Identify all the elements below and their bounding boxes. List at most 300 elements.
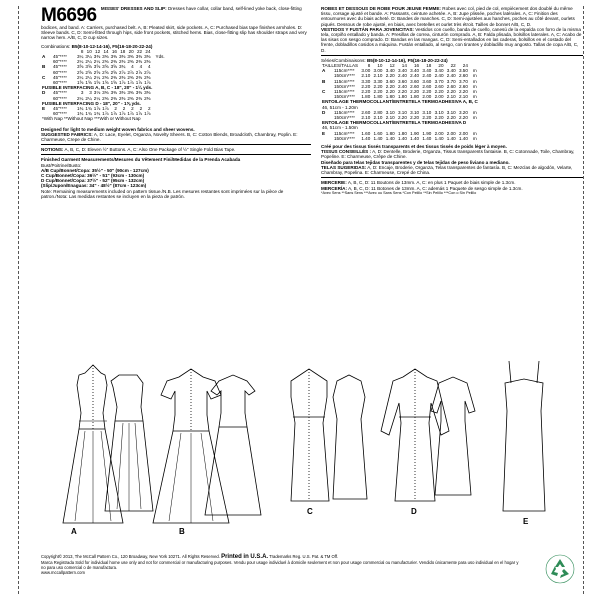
yardage-cell: 1⅞ (102, 111, 109, 117)
yardage-cell: 2.20 (446, 115, 456, 121)
measure-slip: (Slip/Jupon/Enaguas: 34" - 48½" (87cm - 123cm) (41, 183, 147, 189)
size-header-cell: 14 (401, 63, 407, 69)
yardage-cell: 1.90 (410, 130, 420, 136)
yardage-cell: 1.60 (373, 130, 383, 136)
pattern-number: M6696 (41, 5, 97, 26)
divider (41, 154, 311, 155)
yardage-cell: 1⅞ (135, 80, 143, 86)
unit-cell: m (472, 94, 477, 100)
yardage-cell: 3⅛ (93, 90, 101, 96)
yardage-cell: 3.70 (434, 78, 444, 84)
fabric-width-cell: 115cm**** (333, 68, 355, 74)
yardage-cell: 1.40 (434, 135, 444, 141)
yardage-cell: 2.40 (397, 73, 407, 79)
fabric-width-cell: 45"**** (53, 74, 67, 80)
yardage-cell: 1⅝ (77, 80, 84, 86)
yardage-cell: 3.60 (385, 78, 395, 84)
spanish-description (321, 27, 583, 53)
yardage-cell: 3.40 (446, 68, 456, 74)
yardage-cell: 3.40 (410, 68, 420, 74)
telas-label: TELAS SUGERIDAS: (321, 164, 367, 170)
divider (41, 144, 311, 145)
combo-f5: F5(16-18-20-22-24) (112, 43, 153, 49)
yardage-cell: 2¼ (85, 59, 92, 65)
yardage-cell: 2⅝ (110, 69, 117, 75)
yardage-cell: 1.40 (446, 135, 456, 141)
finished-title: Finished Garment Measurements/Mesures du Vêtement Fini/Medidas de la Prenda Acabada (41, 157, 241, 163)
tissus (321, 149, 583, 159)
view-letter-cell: C (42, 74, 46, 80)
view-d-back-drawing (431, 377, 475, 495)
yardage-cell: 3⅜ (127, 90, 134, 96)
yardage-cell: 1.40 (373, 135, 383, 141)
yardage-cell: 2.20 (385, 83, 395, 89)
fabric-width-cell: 60"**** (53, 111, 67, 117)
yardage-cell: 2⅜ (110, 95, 117, 101)
yardage-cell: 3.10 (410, 109, 420, 115)
yardage-cell: 2⅞ (144, 69, 151, 75)
divider (321, 55, 583, 56)
yardage-cell: 3⅜ (144, 90, 151, 96)
yardage-cell: 3.40 (397, 68, 407, 74)
yardage-cell: 2.40 (410, 73, 420, 79)
trademarks: Trademarks Reg. U.S. Pat. & TM Off. (269, 554, 339, 559)
yardage-cell: 2⅜ (144, 95, 151, 101)
yardage-cell: 1.80 (385, 130, 395, 136)
yardage-cell: 2.40 (422, 73, 432, 79)
view-a-front-drawing (63, 365, 123, 523)
unit-cell: m (472, 78, 477, 84)
yardage-cell: 2⅜ (118, 59, 126, 65)
suggested-text: A, D: Lace, Eyelet, Organza, Novelty Sheers. B, C: Cotton Blends, Broadcloth, Chambray, Poplin. E: Charmeuse, Crepe de Chine. (41, 131, 298, 143)
view-a-back-drawing (105, 375, 153, 511)
yardage-cell: 1⅝ (93, 80, 101, 86)
yardage-cell: 2.20 (410, 115, 420, 121)
fabric-width-cell: 45"**** (53, 54, 67, 60)
size-header-cell: 8 (367, 63, 371, 69)
view-e-slip-drawing (503, 361, 545, 511)
yardage-cell: 3.40 (422, 68, 432, 74)
unit-cell: m (472, 109, 477, 115)
series-label: Séries/Combinaisons: (321, 57, 366, 63)
yardage-cell: 2.20 (446, 89, 456, 95)
yardage-cell: 2.20 (373, 89, 383, 95)
yardage-cell: 3 (80, 90, 84, 96)
yardage-cell: 3.70 (458, 78, 468, 84)
yardage-table-en (41, 49, 166, 122)
interfacing-line: FUSIBLE INTERFACING A, B, C - 18", 20" - 1¼ yds. (42, 85, 153, 91)
yardage-cell: 1⅞ (110, 111, 117, 117)
yardage-cell: 3⅝ (77, 64, 84, 70)
fabric-width-cell: 150cm**** (333, 94, 355, 100)
view-letter-cell: B (322, 78, 326, 84)
yardage-cell: 2⅜ (135, 95, 143, 101)
yardage-cell: 2¼ (93, 95, 101, 101)
suggested-label: SUGGESTED FABRICS: (41, 131, 93, 137)
yardage-cell: 3.00 (361, 68, 371, 74)
size-header-cell: 8 (80, 48, 84, 54)
view-label-d: D (411, 507, 417, 516)
yardage-cell: 2.10 (361, 115, 371, 121)
yardage-cell: 1.80 (410, 94, 420, 100)
yardage-cell: 3⅜ (144, 54, 151, 60)
yardage-cell: 1¾ (93, 111, 101, 117)
yardage-cell: 1⅝ (102, 80, 109, 86)
yardage-cell: 1.80 (397, 94, 407, 100)
yardage-cell: 2.20 (434, 89, 444, 95)
combinations-label: Combinations: (41, 43, 71, 49)
yardage-cell: 3⅜ (93, 54, 101, 60)
yardage-cell: 2 (114, 106, 117, 112)
fabric-width-cell: 45"**** (53, 64, 67, 70)
view-label-b: B (179, 527, 185, 536)
yardage-cell: 3⅜ (110, 90, 117, 96)
french-description (321, 6, 583, 27)
view-letter-cell: A (322, 68, 326, 74)
yardage-cell: 2⅜ (127, 74, 134, 80)
tissus-label: TISSUS CONSEILLÉS : (321, 149, 372, 155)
designed-for-text: Designed for light to medium weight woven fabrics and sheer wovens. (41, 126, 195, 132)
yardage-cell: 3.10 (446, 109, 456, 115)
fabric-width-cell: 115cm**** (333, 130, 355, 136)
interfacing-line: ENTOILAGE THERMOCOLLANT/ENTRETELA TERMOADHESIVA D (322, 120, 467, 126)
yardage-cell: 2.60 (410, 83, 420, 89)
yardage-cell: 2.00 (434, 94, 444, 100)
desc-es: Vestidos con cuello, banda de cuello, canesú de la espalda con forro de la misma tela, corpiño entallado y banda. A: Presillas de correa, cinturón comprado. A, B: Falda plisada, bolsillos laterales. A, C: Acabo de las sisas con sesgo comprado. D: Bandas en las mangas. C, D: Semi-entallados en las caderas, bolsillos en el costado del frente, dobladillos cosidos a máquina. Fustán entallado, al sesgo, con tirantes y dobladillo muy angosto. Tallas de copa A/B, C, D. (321, 26, 582, 53)
view-letter-cell: D (322, 109, 326, 115)
unit-cell: m (472, 89, 477, 95)
yardage-cell: 3⅜ (118, 54, 126, 60)
view-letter-cell (321, 136, 333, 141)
telas-text: A, D: Encaje, Broderie, Organza, Telas transparentes de fantasía. B, C: Mezclas de algodón, Velarte, Chambray, Popelina. E: Charmeuse, Crepé de China. (321, 164, 573, 176)
divider (321, 177, 583, 178)
unit-cell: m (472, 130, 477, 136)
yardage-cell: 1.60 (361, 130, 371, 136)
yardage-cell: 1¾ (77, 106, 84, 112)
yardage-cell: 1.40 (410, 135, 420, 141)
size-header-cell: 24 (145, 48, 151, 54)
yardage-cell: 1⅝ (110, 80, 117, 86)
yardage-cell: 2 (147, 106, 151, 112)
bust-label: Bust/Poitrine/Busto: (41, 162, 82, 168)
size-header-cell: 12 (389, 63, 395, 69)
interfacing-line: FUSIBLE INTERFACING D - 18", 20" - 1⅝ yds. (42, 100, 141, 106)
yardage-cell: 2⅝ (77, 69, 84, 75)
marca: Marca Registrada Sold for individual home use only and not for commercial or manufacturing purposes. Vendu pour usage individuel à domicile seulement et non pour usage commercial ou manufacturier. Vendido únicamente para uso individual en el hogar y no para uso comercial o de manufactura. (41, 560, 519, 570)
yardage-cell: 2⅜ (102, 95, 109, 101)
measure-ab: A/B Cup/Bonnet/Copa: 35½" - 50" (90cm - 127cm) (41, 167, 149, 173)
yardage-cell: 2.10 (373, 115, 383, 121)
title-fr: ROBES ET DESSOUS DE ROBE POUR JEUNE FEMME: (321, 6, 441, 11)
fabric-width-cell: 115cm**** (333, 109, 355, 115)
yardage-cell: 2⅜ (118, 95, 126, 101)
yardage-cell: 3.10 (422, 109, 432, 115)
yardage-cell: 2⅞ (135, 69, 143, 75)
yardage-cell: 3⅜ (118, 90, 126, 96)
table-row (321, 136, 479, 141)
yardage-cell: 2.20 (458, 115, 468, 121)
unit-cell: m (472, 68, 477, 74)
yardage-cell: 3.30 (373, 78, 383, 84)
cree-text: Créé pour des tissus tissés transparents et des tissus tissés de poids léger à moyen. (321, 144, 507, 150)
yardage-cell: 2.20 (373, 83, 383, 89)
yardage-cell: 1¾ (85, 111, 92, 117)
yardage-cell: 3.70 (446, 78, 456, 84)
yardage-cell: 2.00 (422, 94, 432, 100)
yardage-cell: 3.10 (434, 109, 444, 115)
interfacing-line: ENTOILAGE THERMOCOLLANT/ENTRETELA TERMOADHESIVA A, B, C (322, 99, 478, 105)
mercerie-label: MERCERIE: (321, 180, 347, 186)
nap-note-fr: *Avec Sens **Sans Sens ***Avec ou Sans Sens *Con Pelillo **Sin Pelillo ***Con o Sin Pelillo (321, 190, 477, 195)
yardage-cell: 1.40 (385, 135, 395, 141)
yardage-cell: 1.80 (397, 130, 407, 136)
yardage-cell: 1.40 (397, 135, 407, 141)
view-b-front-drawing (153, 369, 229, 523)
table-row (41, 90, 166, 95)
yardage-cell: 2⅜ (102, 74, 109, 80)
footer (41, 554, 521, 575)
yardage-cell: 2.10 (446, 94, 456, 100)
size-header-cell: 24 (462, 63, 468, 69)
yardage-cell: 2.20 (385, 73, 395, 79)
yardage-cell: 2⅝ (93, 69, 101, 75)
yardage-cell: 2.60 (422, 83, 432, 89)
fabric-width-cell: 60"**** (53, 95, 67, 101)
yardage-cell: 2¼ (85, 74, 92, 80)
yardage-cell: 1.90 (422, 130, 432, 136)
yardage-cell: 2.60 (458, 83, 468, 89)
yardage-cell: 2.60 (434, 83, 444, 89)
yardage-cell: 2¼ (93, 74, 101, 80)
yardage-cell: 1.80 (373, 94, 383, 100)
technical-drawings (19, 351, 583, 551)
yardage-cell: 2.10 (458, 94, 468, 100)
yardage-cell: 2¼ (85, 95, 92, 101)
yardage-cell: 3¼ (85, 54, 92, 60)
yardage-cell: 3.60 (397, 78, 407, 84)
measure-c: C Cup/Bonnet/Copa: 36½" - 51" (93cm - 130cm) (41, 173, 145, 179)
yardage-cell: 2⅜ (135, 74, 143, 80)
yardage-cell: 3¼ (77, 54, 84, 60)
yardage-cell: 2.20 (397, 115, 407, 121)
yardage-cell: 1⅞ (127, 80, 134, 86)
yardage-cell: 2.40 (446, 73, 456, 79)
combo-b5-fr: B5(8-10-12-14-16), (366, 57, 407, 63)
yardage-cell: 3⅜ (135, 54, 143, 60)
yardage-cell: 2.40 (434, 73, 444, 79)
yardage-cell: 2.40 (397, 83, 407, 89)
size-header-cell: 10 (86, 48, 92, 54)
table-row (321, 73, 479, 78)
unit-cell: Yds. (155, 54, 165, 60)
size-header-cell: 14 (103, 48, 109, 54)
size-header-cell: 18 (120, 48, 126, 54)
desc-fr: Robes avec col, pied de col, empiècement dos doublé du même tissu, corsage ajusté et bande. A: Passants, ceinture achetée. A, B: Jupe plissée, poches latérales. A, C: Finition des entournures avec du biais acheté. D: Bandes de manches. C, D: Semi-ajustées aux hanches, poches au côté devant, ourlets piqués. Dessous de robe ajusté, en biais, avec bretelles et ourlet très étroit. Tailles de bonnet A/B, C, D. (321, 6, 575, 27)
fabric-width-cell: 60"**** (53, 69, 67, 75)
fabric-width-cell: 60"**** (53, 80, 67, 86)
tissus-text: A, D: Dentelle, Broderie, Organza, Tissus transparents fantaisie. B, C: Cotonnade, Toile, Chambray, Popeline. E: Charmeuse, Crêpe de Chine. (321, 149, 575, 160)
yardage-cell: 2⅞ (127, 69, 134, 75)
yardage-cell: 2⅜ (110, 59, 117, 65)
yardage-cell: 2.20 (422, 115, 432, 121)
yardage-cell: 4 (131, 64, 134, 70)
yardage-cell: 2.80 (373, 109, 383, 115)
printed-in: Printed in U.S.A. (221, 554, 269, 560)
yardage-cell: 1.40 (458, 135, 468, 141)
yardage-cell: 2⅜ (127, 59, 134, 65)
sizes-label: TAILLES/TALLAS (322, 63, 359, 69)
size-header-cell: 18 (426, 63, 432, 69)
notions-label: NOTIONS: (41, 147, 64, 153)
view-d-front-drawing (381, 369, 449, 501)
view-letter-cell: A (42, 54, 46, 60)
yardage-cell: 3⅜ (102, 90, 109, 96)
yardage-cell: 2.60 (361, 109, 371, 115)
yardage-cell: 2⅝ (85, 69, 92, 75)
yardage-cell: 2⅞ (118, 69, 126, 75)
yardage-cell: 2⅜ (144, 74, 151, 80)
interfacing-line: 46, 51cm - 1.50m (322, 125, 358, 131)
yardage-cell: 2⅜ (144, 59, 151, 65)
yardage-cell: 1⅞ (102, 106, 109, 112)
yardage-cell: 2¼ (77, 59, 84, 65)
yardage-cell: 3⅜ (135, 90, 143, 96)
view-b-back-drawing (205, 375, 261, 515)
view-letter-cell: E (322, 130, 326, 136)
yardage-cell: 3⅜ (127, 54, 134, 60)
yardage-cell: 3.50 (458, 68, 468, 74)
telas (321, 165, 583, 175)
yardage-cell: 2.20 (361, 83, 371, 89)
yardage-cell: 2 (139, 106, 143, 112)
yardage-cell: 2.20 (422, 89, 432, 95)
fabric-width-cell: 60"**** (53, 59, 67, 65)
yardage-cell: 3.40 (385, 68, 395, 74)
fabric-width-cell: 150cm**** (333, 83, 355, 89)
size-header-cell: 20 (128, 48, 134, 54)
yardage-cell: 4 (147, 64, 151, 70)
recycle-icon (545, 554, 575, 584)
yardage-cell: 2¼ (77, 74, 84, 80)
yardage-cell: 3⅝ (93, 64, 101, 70)
yardage-cell: 1⅞ (118, 111, 126, 117)
yardage-cell: 3.10 (385, 109, 395, 115)
yardage-cell: 3⅝ (85, 64, 92, 70)
yardage-cell: 3⅜ (110, 54, 117, 60)
size-header-cell: 12 (95, 48, 101, 54)
view-label-c: C (307, 507, 313, 516)
suggested-fabrics (41, 132, 311, 142)
yardage-cell: 3.40 (434, 68, 444, 74)
yardage-cell: 2⅜ (135, 59, 143, 65)
yardage-cell: 1⅞ (93, 106, 101, 112)
size-header-cell: 16 (413, 63, 420, 69)
table-row (321, 99, 479, 104)
yardage-cell: 1⅝ (85, 80, 92, 86)
interfacing-line: 46, 51cm - 1.20m (322, 104, 358, 110)
yardage-cell: 1⅞ (118, 80, 126, 86)
yardage-cell: 2 (131, 106, 134, 112)
yardage-cell: 2.20 (434, 115, 444, 121)
merceria-text: A, B, C, D: 11 Botones de 13mm. A, C: además 1 Paquete de sesgo simple de 1.3cm. (348, 185, 523, 191)
view-label-e: E (523, 517, 529, 526)
yardage-cell: 2.10 (361, 73, 371, 79)
yardage-cell: 3⅝ (110, 64, 117, 70)
pattern-envelope-back (18, 6, 584, 594)
yardage-cell: 2.20 (458, 89, 468, 95)
unit-cell: m (472, 83, 477, 89)
notions (41, 147, 311, 152)
yardage-cell: 2.20 (361, 89, 371, 95)
english-column (41, 6, 311, 199)
desc-en: Dresses have collar, collar band, self-lined yoke back, close-fitting bodices, and band. A: Carriers, purchased belt. A, B: Pleated skirt, side pockets. A, C: Purchased bias tape finishes armholes. D: Sleeve bands. C, D: Semi-fitted through hips, side front pockets, stitched hems. Bias, close-fitting slip has shoulder straps and very narrow hem. A/B, C, D cup sizes. (41, 6, 307, 41)
mercerie-text: A, B, C, D: 11 Boutons de 13mm. A, C: en plus 1 Paquet de biais simple de 1.3cm. (347, 180, 516, 186)
view-letter-cell: B (42, 64, 46, 70)
yardage-cell: 2¼ (93, 59, 101, 65)
yardage-cell: 3.00 (373, 68, 383, 74)
combo-b5: B5(8-10-12-14-16), (71, 43, 111, 49)
yardage-cell: 4 (139, 64, 143, 70)
yardage-cell: 1¾ (77, 111, 84, 117)
fabric-width-cell: 45"**** (53, 106, 67, 112)
combo-f5-fr: F5(16-18-20-22-24) (407, 57, 448, 63)
fabric-width-cell: 45"**** (53, 90, 67, 96)
measure-d: D Cup/Bonnet/Copa: 37½" - 52" (95cm - 132cm) (41, 178, 145, 184)
fabric-width-cell: 150cm**** (333, 73, 355, 79)
yardage-cell: 2⅜ (127, 95, 134, 101)
yardage-cell: 2⅜ (110, 74, 117, 80)
view-letter-cell: C (322, 89, 326, 95)
yardage-cell: 2⅝ (102, 69, 109, 75)
yardage-cell: 3.60 (422, 78, 432, 84)
interfacing-line: *With Nap **Without Nap ***With or Without Nap (42, 116, 141, 122)
view-letter-cell: E (42, 106, 46, 112)
yardage-cell: 1⅞ (144, 111, 151, 117)
view-label-a: A (71, 527, 77, 536)
yardage-cell: 2.10 (385, 115, 395, 121)
yardage-cell: 2.20 (385, 89, 395, 95)
view-c-front-drawing (291, 369, 329, 501)
merceria-label: MERCERÍA: (321, 185, 348, 191)
title-es: VESTIDOS Y FUSTÁN PARA JOVENCITAS: (321, 26, 414, 32)
fabric-width-cell: 150cm**** (333, 115, 355, 121)
yardage-cell: 2.00 (434, 130, 444, 136)
yardage-cell: 1¾ (85, 106, 92, 112)
yardage-cell: 3.20 (458, 109, 468, 115)
yardage-cell: 2.20 (397, 89, 407, 95)
unit-cell: m (472, 73, 477, 79)
yardage-cell: 2.60 (446, 83, 456, 89)
yardage-cell: 2⅜ (102, 59, 109, 65)
size-header-cell: 22 (137, 48, 143, 54)
unit-cell: m (472, 135, 477, 141)
yardage-cell: 3⅝ (102, 64, 109, 70)
yardage-cell: 1⅞ (127, 111, 134, 117)
table-row (41, 64, 166, 69)
yardage-cell: 1.80 (385, 94, 395, 100)
yardage-cell: 3¾ (118, 64, 126, 70)
size-header-cell: 16 (111, 48, 117, 54)
fabric-width-cell: 150cm**** (333, 135, 355, 141)
yardage-cell: 2.00 (446, 130, 456, 136)
yardage-cell: 1.40 (361, 135, 371, 141)
yardage-cell: 2.10 (373, 73, 383, 79)
copyright: Copyright© 2013, The McCall Pattern Co., 120 Broadway, New York 10271. All Rights Reserved. (41, 554, 220, 559)
size-header-cell: 22 (450, 63, 456, 69)
table-row (41, 116, 166, 121)
fabric-width-cell: 115cm**** (333, 78, 355, 84)
yardage-cell: 2.60 (458, 73, 468, 79)
